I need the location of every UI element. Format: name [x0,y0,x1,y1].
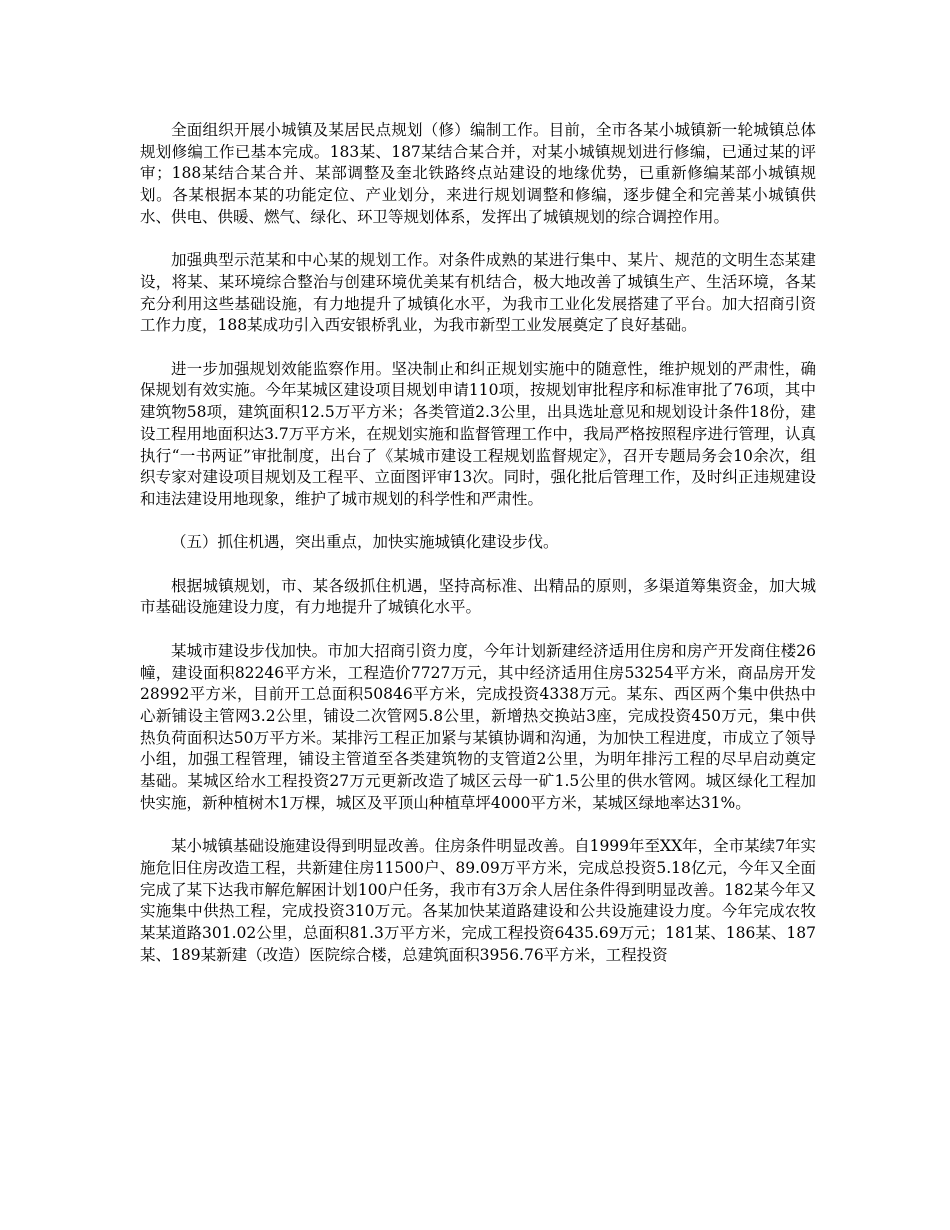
section-heading-five: （五）抓住机遇，突出重点，加快实施城镇化建设步伐。 [171,533,559,552]
paragraph-model-village-planning: 加强典型示范某和中心某的规划工作。对条件成熟的某进行集中、某片、规范的文明生态某建设，将某、某环境综合整治与创建环境优美某有机结合，极大地改善了城镇生产、生活环境，各某充分利用这些基础设施，有力地提升了城镇化水平，为我市工业化发展搭建了平台。加大招商引资工作力度，188某成功引入西安银桥乳业，为我市新型工业发展奠定了良好基础。 [140,251,816,335]
document-page [140,120,816,988]
paragraph-city-construction: 某城市建设步伐加快。市加大招商引资力度，今年计划新建经济适用住房和房产开发商住楼26幢，建设面积82246平方米，工程造价7727万元，其中经济适用住房53254平方米，商品房开发28992平方米，目前开工总面积50846平方米，完成投资4338万元。某东、西区两个集中供热中心新铺设主管网3.2公里，铺设二次管网5.8公里，新增热交换站3座，完成投资450万元，集中供热负荷面积达50万平方米。某排污工程正加紧与某镇协调和沟通，为加快工程进度，市成立了领导小组，加强工程管理，铺设主管道至各类建筑物的支管道2公里，为明年排污工程的尽早启动奠定基础。某城区给水工程投资27万元更新改造了城区云母一矿1.5公里的供水管网。城区绿化工程加快实施，新种植树木1万棵，城区及平顶山种植草坪4000平方米，某城区绿地率达31%。 [140,641,816,812]
paragraph-infrastructure-intro: 根据城镇规划，市、某各级抓住机遇，坚持高标准、出精品的原则，多渠道筹集资金，加大城市基础设施建设力度，有力地提升了城镇化水平。 [140,576,816,617]
paragraph-planning-compilation: 全面组织开展小城镇及某居民点规划（修）编制工作。目前，全市各某小城镇新一轮城镇总体规划修编工作已基本完成。183某、187某结合某合并，对某小城镇规划进行修编，已通过某的评审；188某结合某合并、某部调整及奎北铁路终点站建设的地缘优势，已重新修编某部小城镇规划。各某根据本某的功能定位、产业划分，来进行规划调整和修编，逐步健全和完善某小城镇供水、供电、供暖、燃气、绿化、环卫等规划体系，发挥出了城镇规划的综合调控作用。 [140,121,816,226]
paragraph-planning-supervision: 进一步加强规划效能监察作用。坚决制止和纠正规划实施中的随意性，维护规划的严肃性，确保规划有效实施。今年某城区建设项目规划申请110项，按规划审批程序和标准审批了76项，其中建筑物58项，建筑面积12.5万平方米；各类管道2.3公里，出具选址意见和规划设计条件18份，建设工程用地面积达3.7万平方米，在规划实施和监督管理工作中，我局严格按照程序进行管理，认真执行“一书两证”审批制度，出台了《某城市建设工程规划监督规定》，召开专题局务会10余次，组织专家对建设项目规划及工程平、立面图评审13次。同时，强化批后管理工作，及时纠正违规建设和违法建设用地现象，维护了城市规划的科学性和严肃性。 [140,359,816,508]
paragraph-town-infrastructure: 某小城镇基础设施建设得到明显改善。住房条件明显改善。自1999年至XX年，全市某续7年实施危旧住房改造工程，共新建住房11500户、89.09万平方米，完成总投资5.18亿元，今年又全面完成了某下达我市解危解困计划100户任务，我市有3万余人居住条件得到明显改善。182某今年又实施集中供热工程，完成投资310万元。各某加快某道路建设和公共设施建设力度。今年完成农牧某某道路301.02公里，总面积81.3万平方米，完成工程投资6435.69万元；181某、186某、187某、189某新建（改造）医院综合楼，总建筑面积3956.76平方米，工程投资 [140,837,816,964]
